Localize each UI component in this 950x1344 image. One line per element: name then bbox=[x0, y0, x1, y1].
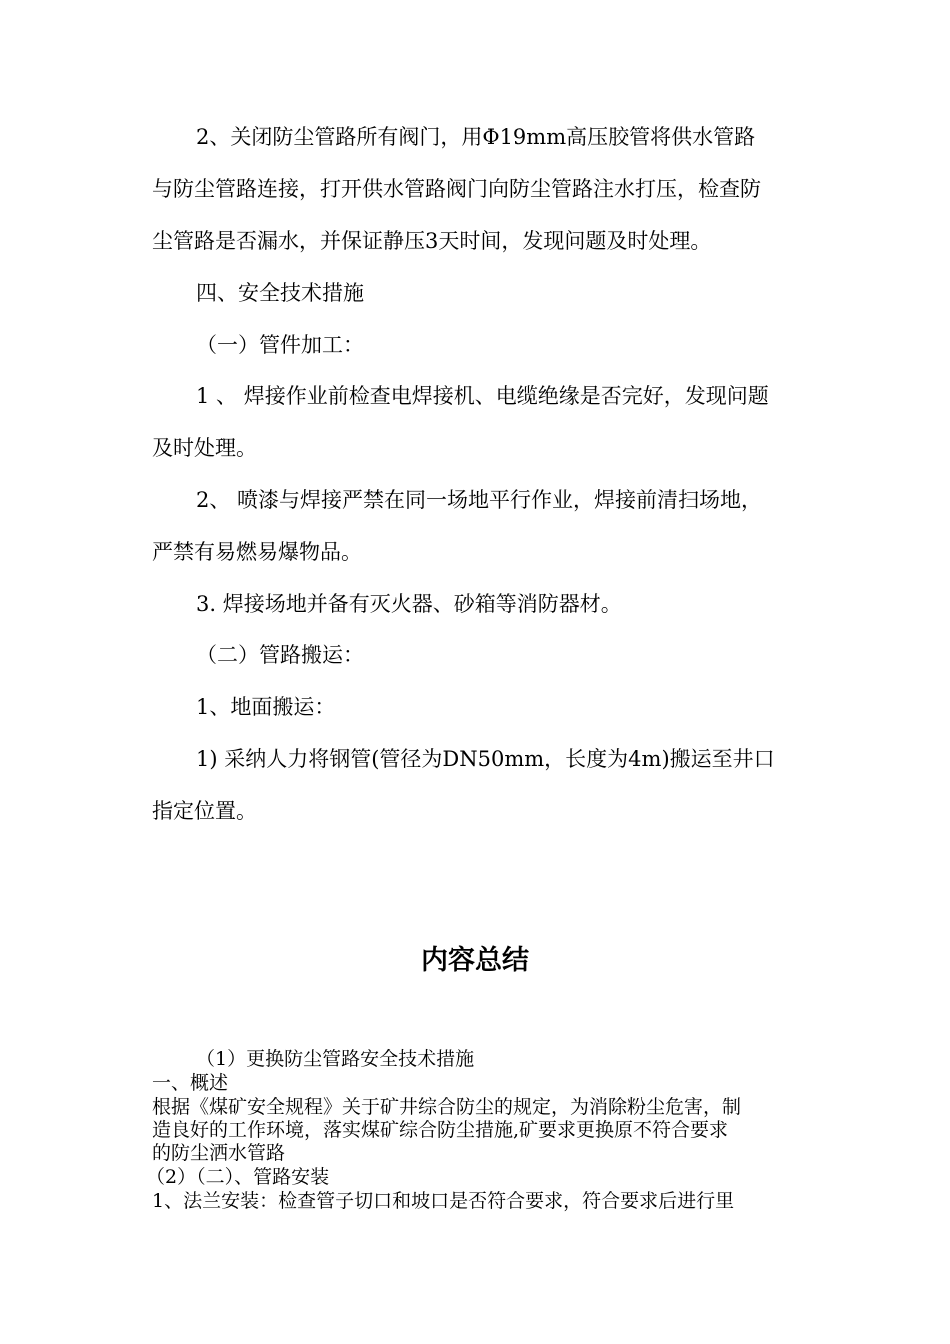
body-line-9: 严禁有易燃易爆物品。 bbox=[152, 540, 362, 564]
summary-line-2: 一、概述 bbox=[152, 1072, 229, 1094]
summary-line-5: 的防尘洒水管路 bbox=[152, 1142, 286, 1164]
body-line-14: 指定位置。 bbox=[152, 799, 257, 823]
body-line-2: 与防尘管路连接，打开供水管路阀门向防尘管路注水打压，检查防 bbox=[152, 177, 761, 201]
summary-title: 内容总结 bbox=[421, 945, 529, 976]
summary-line-4: 造良好的工作环境，落实煤矿综合防尘措施,矿要求更换原不符合要求 bbox=[152, 1119, 729, 1141]
subsection-heading-transport: （二）管路搬运： bbox=[196, 643, 364, 667]
summary-line-7: 1、法兰安装：检查管子切口和坡口是否符合要求，符合要求后进行里 bbox=[152, 1190, 735, 1212]
summary-line-1: （1）更换防尘管路安全技术措施 bbox=[196, 1048, 475, 1070]
body-line-8: 2、 喷漆与焊接严禁在同一场地平行作业，焊接前清扫场地， bbox=[196, 488, 763, 512]
body-line-13: 1) 采纳人力将钢管(管径为DN50mm，长度为4m)搬运至井口 bbox=[196, 747, 775, 771]
body-line-10: 3. 焊接场地并备有灭火器、砂箱等消防器材。 bbox=[196, 592, 622, 616]
summary-line-6: （2）（二）、管路安装 bbox=[146, 1166, 330, 1188]
summary-line-3: 根据《煤矿安全规程》关于矿井综合防尘的规定，为消除粉尘危害，制 bbox=[152, 1096, 742, 1118]
body-line-6: 1 、 焊接作业前检查电焊接机、电缆绝缘是否完好，发现问题 bbox=[196, 384, 769, 408]
body-line-7: 及时处理。 bbox=[152, 436, 257, 460]
subsection-heading-fittings: （一）管件加工： bbox=[196, 333, 364, 357]
body-line-12: 1、地面搬运： bbox=[196, 695, 336, 719]
body-line-1: 2、关闭防尘管路所有阀门，用Φ19mm高压胶管将供水管路 bbox=[196, 125, 756, 149]
section-heading-safety: 四、安全技术措施 bbox=[196, 281, 364, 305]
body-line-3: 尘管路是否漏水，并保证静压3天时间，发现问题及时处理。 bbox=[152, 229, 712, 253]
